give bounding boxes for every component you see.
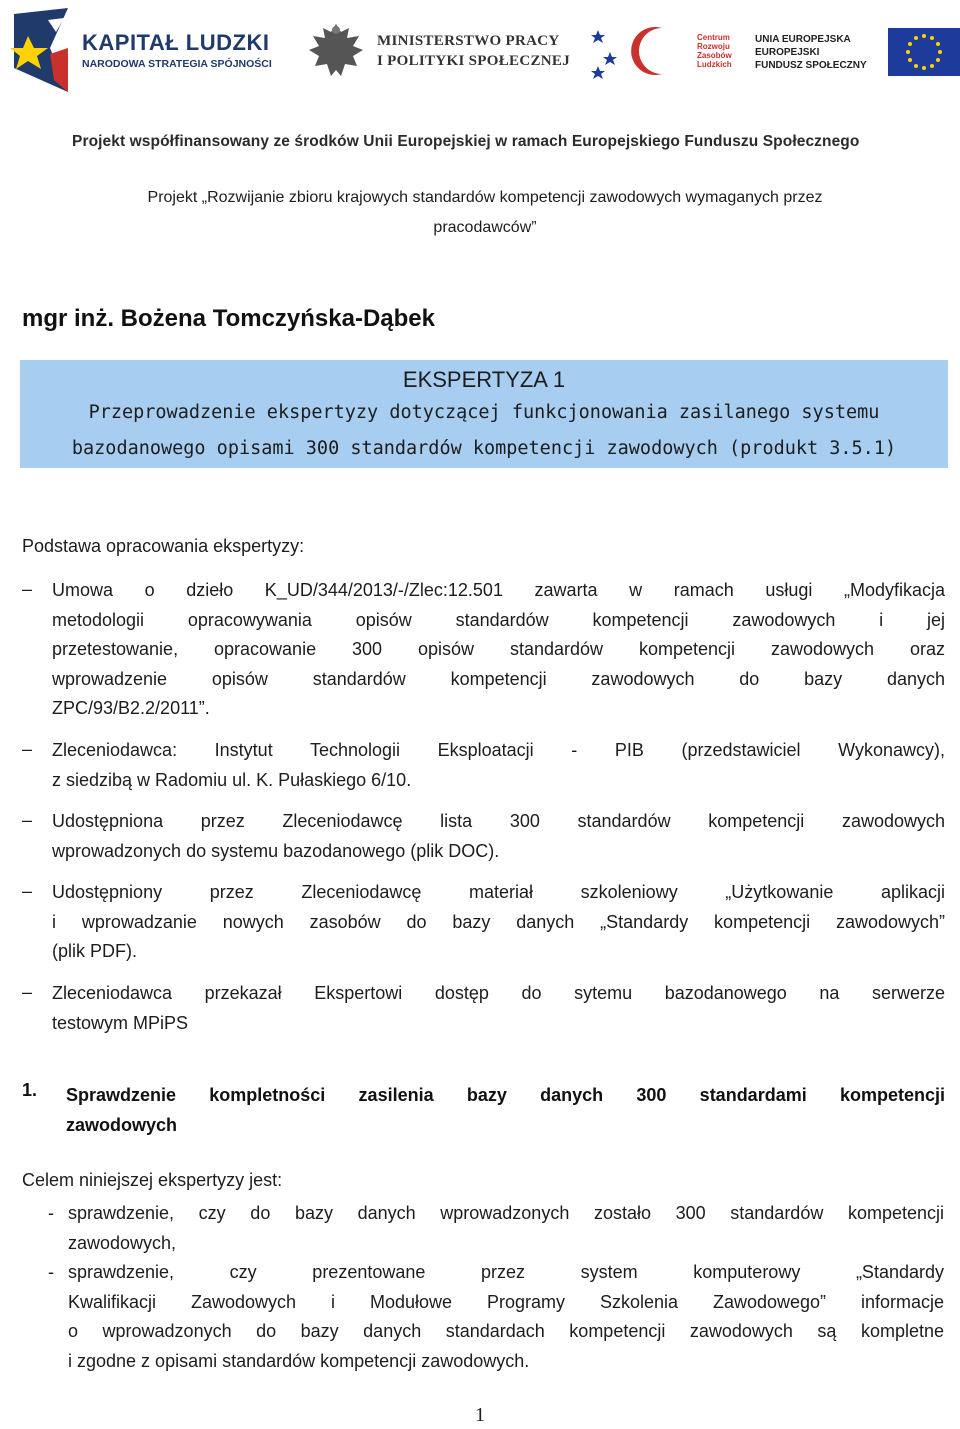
text-line: i zgodne z opisami standardów kompetencji zawodowych.	[68, 1350, 530, 1371]
dash-marker: –	[22, 810, 33, 830]
text-line: sprawdzenie, czy prezentowane przez system komputerowy „Standardy	[68, 1262, 944, 1282]
basis-heading: Podstawa opracowania ekspertyzy:	[22, 536, 305, 556]
hyphen-marker: -	[48, 1262, 54, 1282]
text-line: sprawdzenie, czy do bazy danych wprowadzonych zostało 300 standardów kompetencji	[68, 1203, 944, 1223]
text-line: Zleceniodawca przekazał Ekspertowi dostęp do sytemu bazodanowego na serwerze	[52, 983, 945, 1003]
ministry-line1: MINISTERSTWO PRACY	[377, 33, 560, 49]
text-line: wprowadzenie opisów standardów kompetencji zawodowych do bazy danych	[52, 668, 945, 689]
section-title-line2: zawodowych	[66, 1115, 178, 1135]
crzl-line3: Zasobów	[697, 51, 732, 60]
hyphen-marker: -	[48, 1203, 54, 1223]
page-number: 1	[475, 1404, 485, 1426]
goal-intro: Celem niniejszej ekspertyzy jest:	[22, 1170, 283, 1190]
kapital-ludzki-subtitle: NARODOWA STRATEGIA SPÓJNOŚCI	[82, 58, 272, 70]
basis-item-text	[52, 878, 945, 967]
section-number: 1.	[22, 1080, 38, 1100]
kapital-ludzki-title: KAPITAŁ LUDZKI	[82, 30, 270, 55]
dash-marker: –	[22, 881, 33, 901]
text-line: Zleceniodawca: Instytut Technologii Eksploatacji - PIB (przedstawiciel Wykonawcy),	[52, 740, 945, 760]
basis-item-text	[52, 807, 945, 866]
text-line: i wprowadzanie nowych zasobów do bazy danych „Standardy kompetencji zawodowych”	[52, 911, 945, 932]
crzl-line1: Centrum	[697, 33, 730, 42]
text-line: (plik PDF).	[52, 941, 137, 961]
author-name: mgr inż. Bożena Tomczyńska-Dąbek	[22, 305, 435, 332]
dash-marker: –	[22, 739, 33, 759]
eu-logo	[755, 28, 960, 76]
logo-strip	[0, 0, 960, 150]
basis-item-text	[52, 736, 945, 795]
project-line2: pracodawców”	[433, 219, 537, 236]
expertise-title-box	[20, 360, 948, 468]
text-line: Kwalifikacji Zawodowych i Modułowe Programy Szkolenia Zawodowego” informacje	[68, 1291, 944, 1312]
text-line: zawodowych,	[68, 1232, 177, 1253]
text-line: ZPC/93/B2.2/2011”.	[52, 698, 210, 718]
eu-flag-icon	[888, 28, 960, 76]
text-line: testowym MPiPS	[52, 1012, 189, 1033]
text-line: o wprowadzonych do bazy danych standardach kompetencji zawodowych są kompletne	[68, 1321, 944, 1341]
text-line: metodologii opracowywania opisów standardów kompetencji zawodowych i jej	[52, 609, 945, 630]
crzl-line4: Ludzkich	[697, 60, 732, 69]
project-line1: Projekt „Rozwijanie zbioru krajowych standardów kompetencji zawodowych wymaganych przez	[147, 189, 823, 206]
ministry-logo	[305, 20, 570, 82]
expertise-subtitle-line2: bazodanowego opisami 300 standardów kompetencji zawodowych (produkt 3.5.1)	[71, 438, 897, 459]
text-line: przetestowanie, opracowanie 300 opisów standardów kompetencji zawodowych oraz	[52, 639, 945, 659]
eagle-emblem-icon	[305, 20, 367, 82]
crzl-logo	[588, 22, 732, 80]
kapital-ludzki-logo	[10, 8, 272, 92]
expertise-title: EKSPERTYZA 1	[402, 367, 566, 392]
kapital-ludzki-star-icon	[10, 8, 72, 92]
dash-marker: –	[22, 982, 33, 1002]
expertise-subtitle-line1: Przeprowadzenie ekspertyzy dotyczącej funkcjonowania zasilanego systemu	[88, 402, 880, 423]
ministry-line2: I POLITYKI SPOŁECZNEJ	[377, 53, 571, 69]
basis-item-text	[52, 576, 945, 724]
dash-marker: –	[22, 579, 33, 599]
section-title-line1: Sprawdzenie kompletności zasilenia bazy danych 300 standardami kompetencji	[66, 1085, 945, 1105]
text-line: Umowa o dzieło K_UD/344/2013/-/Zlec:12.501 zawarta w ramach usługi „Modyfikacja	[52, 580, 945, 600]
text-line: Udostępniona przez Zleceniodawcę lista 300 standardów kompetencji zawodowych	[52, 811, 945, 831]
eu-line2: EUROPEJSKI	[755, 46, 820, 58]
text-line: Udostępniony przez Zleceniodawcę materiał szkoleniowy „Użytkowanie aplikacji	[52, 882, 945, 902]
text-line: z siedzibą w Radomiu ul. K. Pułaskiego 6/10.	[52, 769, 412, 790]
crzl-line2: Rozwoju	[697, 42, 730, 51]
eu-line3: FUNDUSZ SPOŁECZNY	[755, 59, 867, 71]
cofunding-note: Projekt współfinansowany ze środków Unii Europejskiej w ramach Europejskiego Funduszu Społecznego	[72, 133, 860, 150]
basis-item-text	[52, 979, 945, 1038]
text-line: wprowadzonych do systemu bazodanowego (plik DOC).	[52, 840, 500, 861]
crzl-star-crescent-icon	[588, 22, 693, 80]
eu-line1: UNIA EUROPEJSKA	[755, 33, 851, 45]
